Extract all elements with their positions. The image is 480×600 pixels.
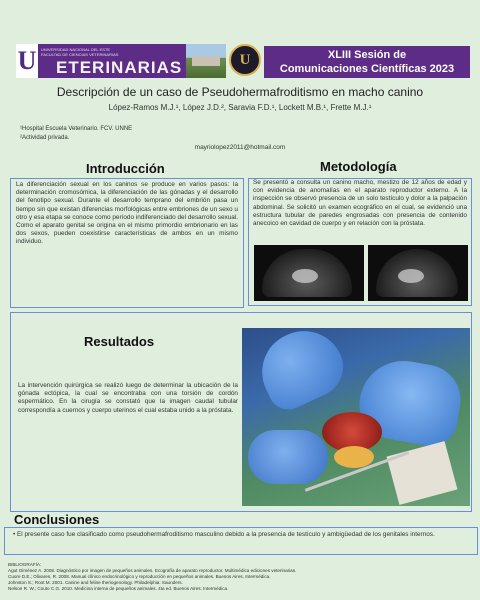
conclusiones-heading: Conclusiones	[14, 512, 100, 527]
bib-item: Johnston S.; Root M. 2001. Canine and feline theriogenology. Philadelphia: Saunders.	[8, 580, 183, 585]
intro-heading: Introducción	[86, 161, 165, 176]
conclusiones-text: • El presente caso fue clasificado como pseudohermafroditismo masculino debido a la presencia de testículo y ambigüedad de los genitales internos.	[13, 531, 435, 538]
conclusiones-section	[4, 527, 478, 555]
faculty-banner	[16, 44, 186, 78]
bibliografia-heading: BIBLIOGRAFÍA:	[8, 562, 42, 567]
faculty-name: ETERINARIAS	[56, 58, 183, 77]
resultados-text: La intervención quirúrgica se realizó luego de determinar la ubicación de la gónada ectópica, la cual se encontraba con una torsión de cordón espermático. En la cirugía se constató que la imagen caudal tubular correspondía a cuernos y cuerpo uterinos el cual estaba unido a la próstata.	[18, 382, 238, 414]
authors: López-Ramos M.J.¹, López J.D.², Saravia F.D.¹, Lockett M.B.¹, Frette M.J.¹	[108, 103, 372, 112]
bib-item: Cuore D.E.; Olivares, R. 2008. Manual clínico endocrinológico y reproducción en pequeños animales. Buenos Aires, Intermédica.	[8, 574, 271, 579]
poster-title: Descripción de un caso de Pseudohermafroditismo en macho canino	[56, 85, 424, 99]
bibliografia	[8, 562, 472, 592]
university-seal: U	[229, 44, 261, 76]
affiliations: ¹Hospital Escuela Veterinario. FCV. UNNE ²Actividad privada.	[20, 126, 133, 141]
university-logo: U	[16, 44, 38, 78]
intro-section	[10, 178, 244, 308]
metodologia-text: Se presentó a consulta un canino macho, mestizo de 12 años de edad y con evidencia de anomalías en el aparato reproductor externo. A la inspección se observó presencia de un solo testículo y dolor a la palpación abdominal. Se solicitó un examen ecográfico en el cual, se evidenció una estructura tubular de paredes engrosadas con presencia de contenido anecoico en cavidad de cuerpo y en relación con la próstata.	[253, 179, 467, 228]
campus-photo	[186, 44, 226, 78]
intro-text: La diferenciación sexual en los caninos se produce en varios pasos: la determinación cromosómica, la diferenciación de las gónadas y el desarrollo del fenotipo sexual. Durante el desarrollo temprano del embrión pasa un tiempo sin que existan diferencias morfológicas entre embriones de un sexo u otro y esa etapa se conoce como período indiferenciado del desarrollo sexual. Como el aparato genital se origina en el mismo primordio embrionario en las dos sexos, pueden coexistirse características de ambos en un mismo individuo.	[16, 181, 238, 246]
bib-item: Nelson R. W.; Couto C.G. 2010. Medicina interna de pequeños animales. 4ta ed. Buenos Aires: Intermédica.	[8, 586, 229, 591]
ultrasound-image-2	[368, 245, 468, 301]
ultrasound-image-1	[254, 245, 364, 301]
contact-email: mayriolopez2011@hotmail.com	[194, 144, 286, 151]
session-banner: XLIII Sesión de Comunicaciones Científicas 2023	[264, 46, 470, 78]
metodologia-heading: Metodología	[320, 159, 397, 174]
faculty-small-text: UNIVERSIDAD NACIONAL DEL ESTE FACULTAD DE CIENCIAS VETERINARIAS	[41, 47, 119, 57]
resultados-heading: Resultados	[84, 334, 155, 349]
bib-item: Agut Giménez A. 2008. Diagnóstico por imagen de pequeños animales. Ecografía de aparato reproductor. Multimédica ediciones veterinarias.	[8, 568, 297, 573]
surgery-photo	[242, 328, 470, 506]
